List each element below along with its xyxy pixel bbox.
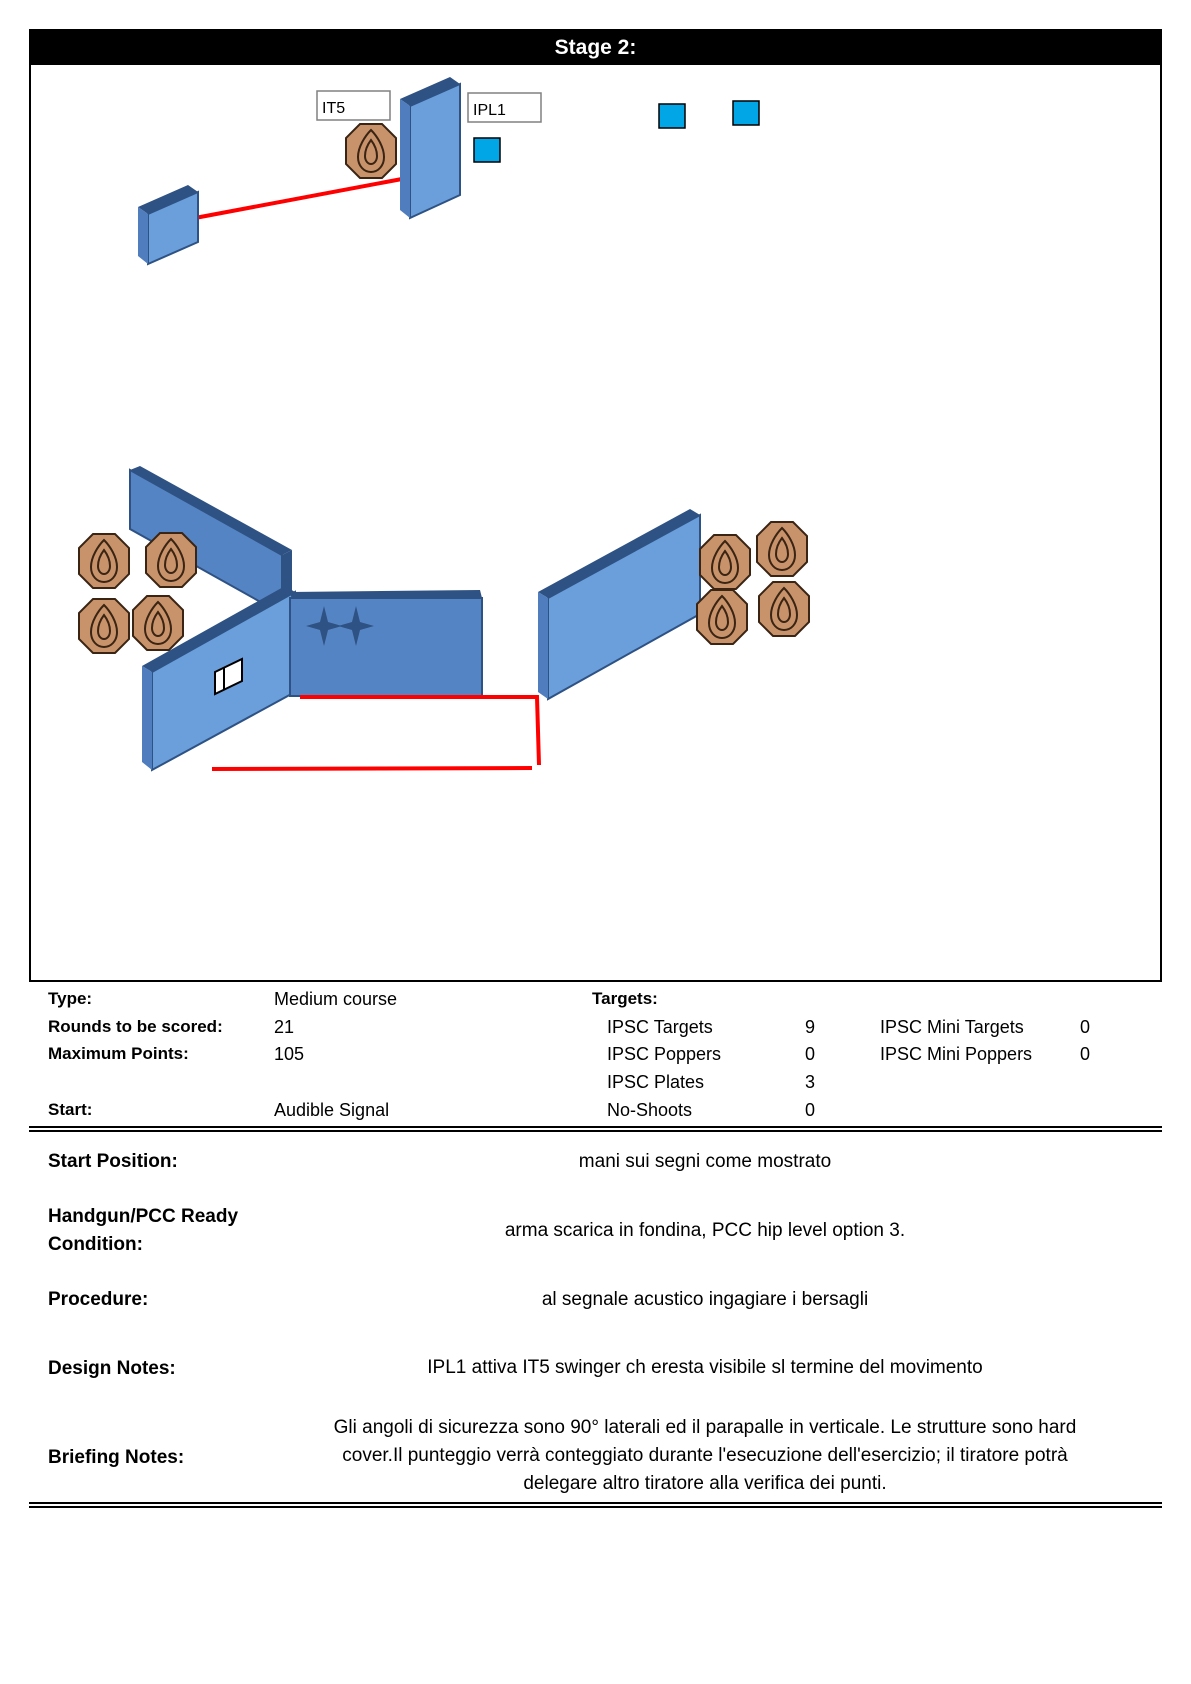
ready-condition-value: arma scarica in fondina, PCC hip level option 3. (504, 1220, 906, 1241)
procedure-value: al segnale acustico ingagiare i bersagli (541, 1289, 869, 1310)
start-position-value: mani sui segni come mostrato (578, 1151, 832, 1172)
fault-line-bottom-front (212, 768, 532, 769)
ipsc-target (79, 599, 129, 653)
wall-top-center (400, 77, 460, 218)
target-type-name: IPSC Poppers (607, 1044, 722, 1064)
stage-title: Stage 2: (31, 31, 1160, 65)
briefing-notes-line: Gli angoli di sicurezza sono 90° laterali ed il parapalle in verticale. Le strutture sono hard (333, 1417, 1077, 1438)
target-type-count: 3 (805, 1072, 816, 1092)
ipsc-target (697, 590, 747, 644)
max-points-label: Maximum Points: (48, 1044, 189, 1063)
plate (659, 104, 685, 128)
divider-double-bottom (29, 1502, 1162, 1508)
target-type-name: No-Shoots (607, 1100, 693, 1120)
target-type-name: IPSC Targets (607, 1017, 713, 1037)
plate-ipl1 (474, 138, 500, 162)
mini-target-count: 0 (1080, 1044, 1091, 1064)
target-type-count: 0 (805, 1044, 816, 1064)
mini-target-name: IPSC Mini Targets (880, 1017, 1024, 1037)
rounds-value: 21 (274, 1017, 295, 1037)
target-type-name: IPSC Plates (607, 1072, 705, 1092)
fault-line-top (195, 179, 402, 218)
start-label: Start: (48, 1100, 93, 1119)
briefing-notes-label: Briefing Notes: (48, 1447, 185, 1468)
start-position-label: Start Position: (48, 1151, 178, 1172)
fault-line-bottom (300, 697, 539, 765)
target-type-count: 0 (805, 1100, 816, 1120)
label-ipl1: IPL1 (473, 102, 506, 119)
start-value: Audible Signal (274, 1100, 390, 1120)
ipsc-target (757, 522, 807, 576)
ipsc-target (133, 596, 183, 650)
plate (733, 101, 759, 125)
ipsc-target (700, 535, 750, 589)
design-notes-value: IPL1 attiva IT5 swinger ch eresta visibile sl termine del movimento (427, 1357, 983, 1378)
max-points-value: 105 (274, 1044, 305, 1064)
wall-right (538, 509, 700, 699)
wall-center (290, 590, 482, 696)
mini-target-name: IPSC Mini Poppers (880, 1044, 1033, 1064)
mini-target-count: 0 (1080, 1017, 1091, 1037)
stage-frame (29, 29, 1162, 982)
ipsc-target (146, 533, 196, 587)
wall-top-left (138, 185, 198, 264)
ipsc-target (79, 534, 129, 588)
target-it5 (346, 124, 396, 178)
procedure-label: Procedure: (48, 1289, 149, 1310)
targets-label: Targets: (592, 989, 658, 1008)
ready-condition-label-2: Condition: (48, 1234, 143, 1255)
design-notes-label: Design Notes: (48, 1358, 176, 1379)
type-label: Type: (48, 989, 93, 1008)
rounds-label: Rounds to be scored: (48, 1017, 223, 1036)
target-type-count: 9 (805, 1017, 816, 1037)
type-value: Medium course (274, 989, 398, 1009)
stage-diagram (31, 65, 1160, 982)
briefing-notes-line: cover.Il punteggio verrà conteggiato durante l'esecuzione dell'esercizio; il tiratore potrà (342, 1445, 1068, 1466)
ready-condition-label: Handgun/PCC Ready (48, 1206, 239, 1227)
label-it5: IT5 (322, 100, 346, 117)
briefing-notes-line: delegare altro tiratore alla verifica dei punti. (523, 1473, 887, 1494)
divider-double (29, 1126, 1162, 1132)
ipsc-target (759, 582, 809, 636)
